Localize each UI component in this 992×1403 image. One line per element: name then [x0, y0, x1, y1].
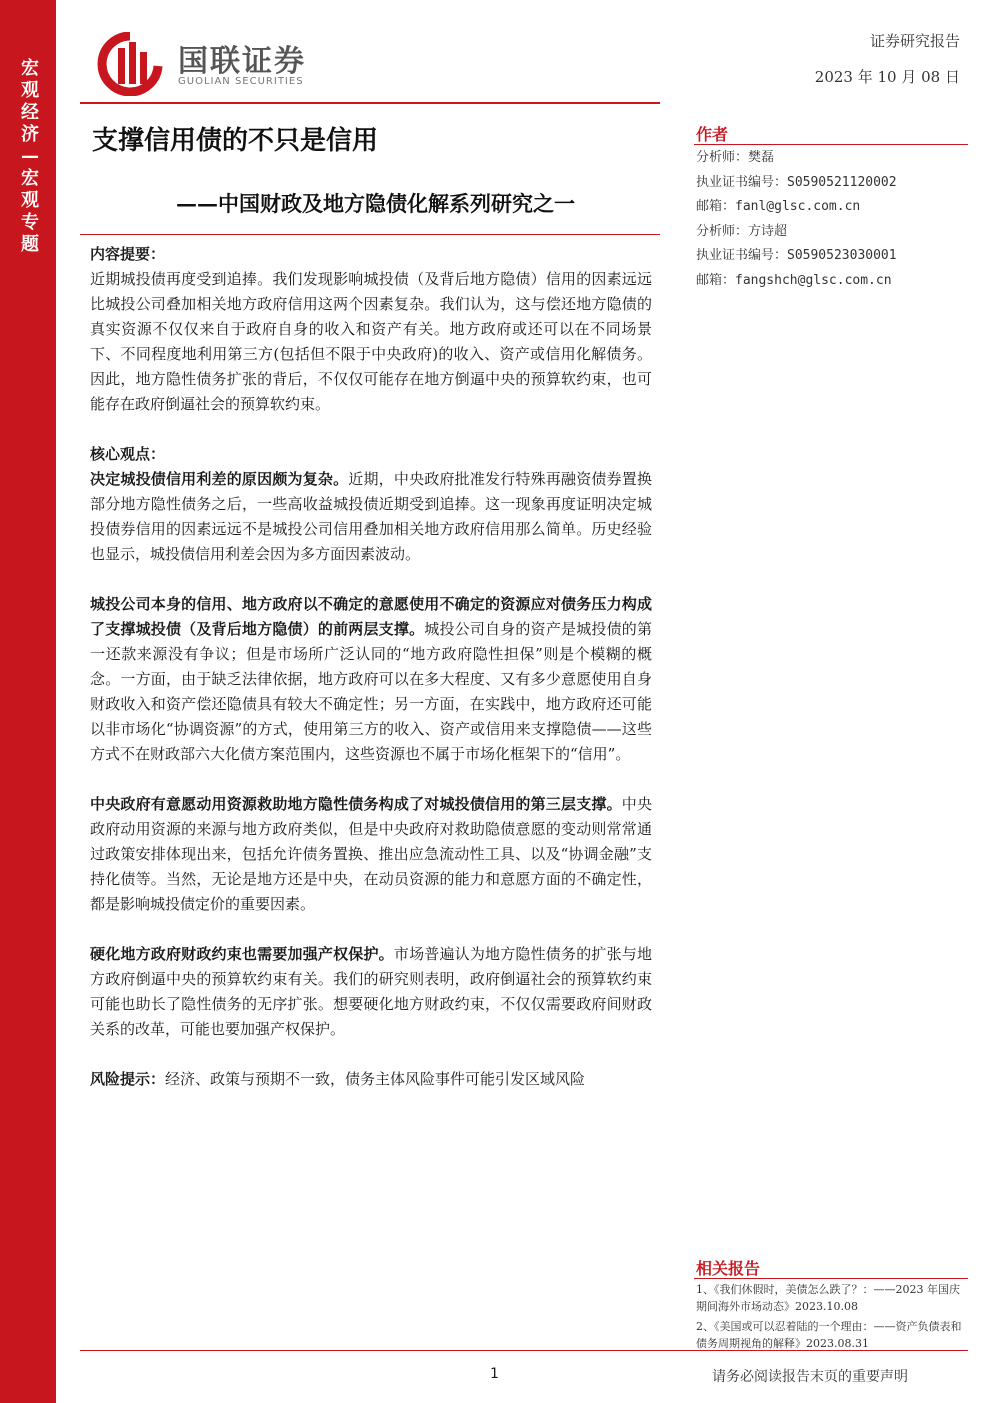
summary-heading: 内容提要：: [90, 245, 166, 263]
core-point-2: [90, 592, 652, 767]
core-point-4-text: 市场普遍认为地方隐性债务的扩张与地方政府倒逼中央的预算软约束有关。我们的研究则表明，政府倒逼社会的预算软约束可能也助长了隐性债务的无序扩张。想要硬化地方财政约束，不仅仅需要政府间财政关系的改革，可能也要加强产权保护。: [90, 945, 652, 1038]
analyst-2-license: 执业证书编号：S0590523030001: [696, 248, 897, 263]
author-heading: 作者: [696, 125, 729, 144]
sidebar-category: 宏观经济—宏观专题: [21, 58, 39, 255]
sidebar-band: [0, 0, 56, 1403]
core-point-1-text: 近期，中央政府批准发行特殊再融资债券置换部分地方隐性债务之后，一些高收益城投债近期受到追捧。这一现象再度证明决定城投债券信用的因素远远不是城投公司信用叠加相关地方政府信用那么简单。历史经验也显示，城投债信用利差会因为多方面因素波动。: [90, 470, 652, 563]
risk-label: 风险提示：: [90, 1070, 166, 1088]
related-reports-panel: [696, 1256, 968, 1279]
risk-warning: [90, 1067, 652, 1092]
summary-text: 近期城投债再度受到追捧。我们发现影响城投债（及背后地方隐债）信用的因素远远比城投公司叠加相关地方政府信用这两个因素复杂。我们认为，这与偿还地方隐债的真实资源不仅仅来自于政府自身的收入和资产有关。地方政府或还可以在不同场景下、不同程度地利用第三方(包括但不限于中央政府)的收入、资产或信用化解债务。因此，地方隐性债务扩张的背后，不仅仅可能存在地方倒逼中央的预算软约束，也可能存在政府倒逼社会的预算软约束。: [90, 270, 652, 413]
core-point-3-lead: 中央政府有意愿动用资源救助地方隐性债务构成了对城投债信用的第三层支撑。: [90, 795, 622, 813]
report-type: 证券研究报告: [869, 32, 960, 50]
core-point-1-lead: 决定城投债信用利差的原因颇为复杂。: [90, 470, 349, 488]
company-logo: [96, 32, 356, 96]
analyst-1-email[interactable]: 邮箱：fanl@glsc.com.cn: [696, 199, 861, 214]
logo-mark-icon: [96, 32, 168, 96]
core-point-2-text: 城投公司自身的资产是城投债的第一还款来源没有争议；但是市场所广泛认同的“地方政府隐性担保”则是个模糊的概念。一方面，由于缺乏法律依据，地方政府可以在多大程度、又有多少意愿使用自身财政收入和资产偿还隐债具有较大不确定性；另一方面，在实践中，地方政府还可能以非市场化“协调资源”的方式，使用第三方的收入、资产或信用来支撑隐债——这些方式不在财政部六大化债方案范围内，这些资源也不属于市场化框架下的“信用”。: [90, 620, 652, 763]
analyst-2-name: 分析师：方诗超: [696, 223, 788, 239]
logo-name: 国联证券: [178, 44, 306, 79]
analyst-1-name: 分析师：樊磊: [696, 150, 775, 165]
page-number: 1: [490, 1366, 499, 1382]
related-list: [696, 1282, 968, 1356]
footer-divider: [80, 1350, 968, 1351]
risk-text: 经济、政策与预期不一致，债务主体风险事件可能引发区域风险: [165, 1070, 586, 1088]
author-divider: [694, 144, 968, 145]
author-panel: [696, 122, 968, 145]
analyst-2-email[interactable]: 邮箱：fangshch@glsc.com.cn: [696, 272, 892, 288]
related-heading: 相关报告: [696, 1259, 761, 1278]
report-title: 支撑信用债的不只是信用: [92, 126, 379, 156]
footer-disclaimer: 请务必阅读报告末页的重要声明: [712, 1369, 908, 1385]
title-divider: [80, 234, 660, 235]
header-divider: [80, 102, 660, 104]
report-date: 2023 年 10 月 08 日: [814, 68, 960, 86]
author-list: [696, 146, 968, 293]
related-divider: [694, 1278, 968, 1279]
core-point-3: [90, 792, 652, 917]
core-point-1: [90, 467, 652, 567]
core-point-3-text: 中央政府动用资源的来源与地方政府类似，但是中央政府对救助隐债意愿的变动则常常通过政策安排体现出来，包括允许债务置换、推出应急流动性工具、以及“协调金融”支持化债等。当然，无论是地方还是中央，在动员资源的能力和意愿方面的不确定性，都是影响城投债定价的重要因素。: [90, 795, 652, 913]
core-point-4-lead: 硬化地方政府财政约束也需要加强产权保护。: [90, 945, 394, 963]
logo-english-name: GUOLIAN SECURITIES: [178, 76, 304, 87]
related-report-1[interactable]: 1、《我们休假时，美债怎么跌了？：——2023 年国庆期间海外市场动态》2023.10.08: [696, 1283, 960, 1313]
core-point-4: [90, 942, 652, 1042]
analyst-1-license: 执业证书编号：S0590521120002: [696, 174, 897, 190]
main-content: [90, 242, 652, 1092]
core-heading: 核心观点：: [90, 445, 166, 463]
related-report-2[interactable]: 2、《美国或可以忍着陆的一个理由：——资产负债表和债务周期视角的解释》2023.08.31: [696, 1320, 962, 1350]
report-subtitle: ——中国财政及地方隐债化解系列研究之一: [176, 191, 575, 216]
core-point-2-lead: 城投公司本身的信用、地方政府以不确定的意愿使用不确定的资源应对债务压力构成了支撑城投债（及背后地方隐债）的前两层支撑。: [90, 595, 652, 638]
